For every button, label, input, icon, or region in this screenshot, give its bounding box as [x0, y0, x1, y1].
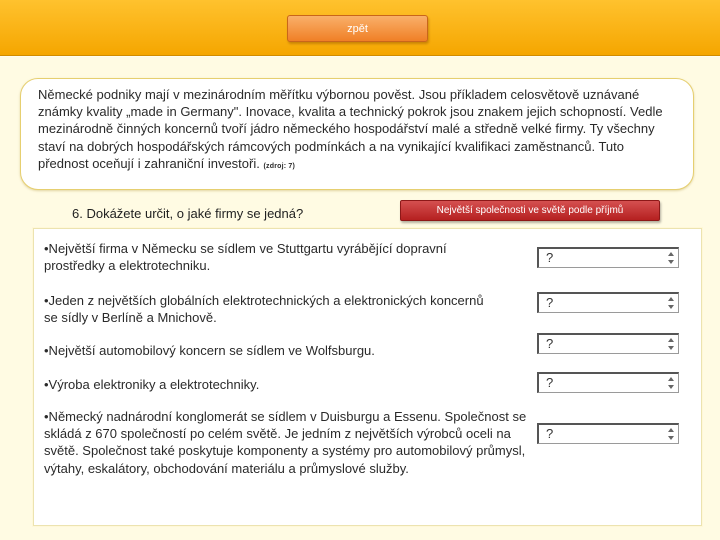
spin-down-icon[interactable]	[664, 258, 677, 266]
back-button[interactable]: zpět	[287, 15, 428, 42]
spin-up-icon[interactable]	[664, 295, 677, 303]
spin-down-icon[interactable]	[664, 303, 677, 311]
intro-text: Německé podniky mají v mezinárodním měřítku výbornou pověst. Jsou příkladem celosvětově uznávané známky kvality „made in Germany". Inovace, kvalita a technický pokrok jsou znakem jejich schopností. Vedle mezinárodně činných koncernů tvoří jádro německého hospodářství malé a středně velké firmy. Ty všechny staví na dobrých hospodářských rámcových podmínkách a na vynikající kvalifikaci zaměstnanců. Tuto přednost oceňují i zahraniční investoři.	[38, 87, 663, 171]
answer-spinner-4[interactable]	[537, 372, 679, 393]
spin-up-icon[interactable]	[664, 250, 677, 258]
item-text-3: •Největší automobilový koncern se sídlem ve Wolfsburgu.	[44, 343, 375, 358]
answer-value: ?	[546, 375, 554, 390]
spin-down-icon[interactable]	[664, 383, 677, 391]
item-text-1: •Největší firma v Německu se sídlem ve Stuttgartu vyrábějící dopravní prostředky a elektrotechniku.	[44, 241, 447, 274]
answer-value: ?	[546, 250, 554, 265]
item-text-5: •Německý nadnárodní konglomerát se sídlem v Duisburgu a Essenu. Společnost se skládá z 670 společností po celém světě. Je jedním z největších výrobců oceli na světě. Společnost také poskytuje komponenty a systémy pro automobilový průmysl, výtahy, eskalátory, obchodování materiálu a průmyslové služby.	[44, 409, 527, 476]
answer-spinner-5[interactable]	[537, 423, 679, 444]
spin-up-icon[interactable]	[664, 336, 677, 344]
answer-value: ?	[546, 426, 554, 441]
source-note: (zdroj: 7)	[263, 162, 296, 170]
item-text-2: •Jeden z největších globálních elektrotechnických a elektronických koncernů se sídly v Berlíně a Mnichově.	[44, 293, 484, 326]
spin-down-icon[interactable]	[664, 434, 677, 442]
answer-value: ?	[546, 295, 554, 310]
answer-spinner-2[interactable]	[537, 292, 679, 313]
answer-spinner-1[interactable]	[537, 247, 679, 268]
answer-value: ?	[546, 336, 554, 351]
question-label: 6. Dokážete určit, o jaké firmy se jedná?	[72, 206, 304, 221]
hint-button[interactable]: Největší společnosti ve světě podle příjmů	[400, 200, 660, 221]
intro-paragraph	[38, 86, 678, 175]
spin-up-icon[interactable]	[664, 375, 677, 383]
item-text-4: •Výroba elektroniky a elektrotechniky.	[44, 377, 260, 392]
top-bar	[0, 0, 720, 56]
answer-spinner-3[interactable]	[537, 333, 679, 354]
spin-up-icon[interactable]	[664, 426, 677, 434]
spin-down-icon[interactable]	[664, 344, 677, 352]
